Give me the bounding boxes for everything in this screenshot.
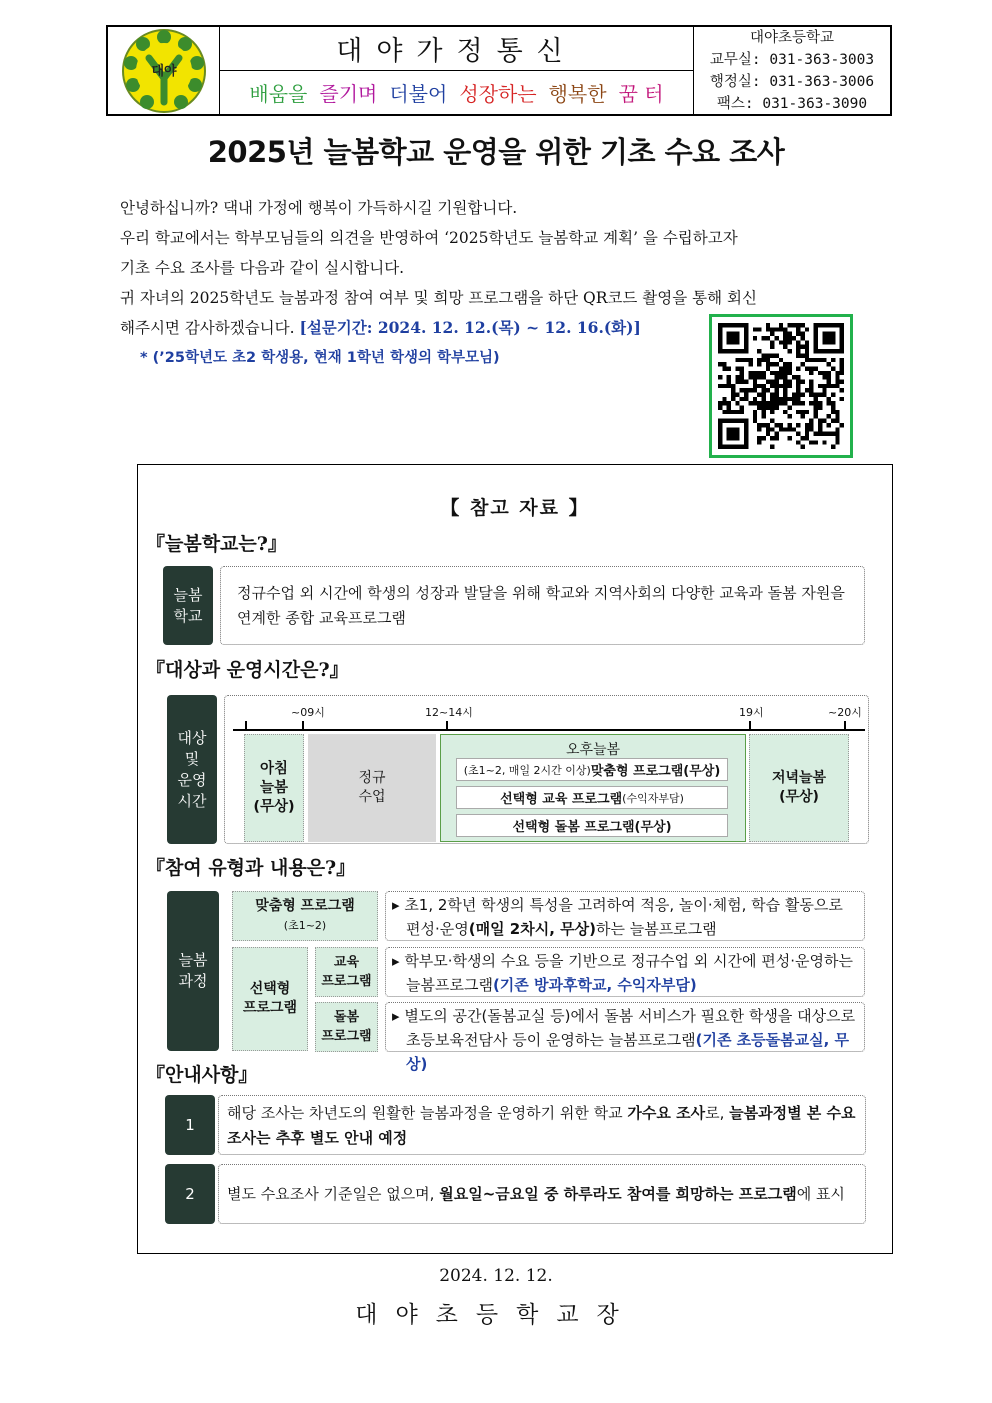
survey-period: [설문기간: 2024. 12. 12.(목) ~ 12. 16.(화)] [299,318,641,337]
newsletter-header [106,25,892,116]
school-motto [220,71,693,114]
motto-word: 꿈 터 [618,82,664,106]
survey-target: * (’25학년도 초2 학생용, 현재 1학년 학생의 학부모님) [140,350,500,366]
notice-2: 별도 수요조사 기준일은 없으며, 월요일~금요일 중 하루라도 참여를 희망하는 프로그램에 표시 [218,1164,866,1224]
intro-line: 우리 학교에서는 학부모님들의 의견을 반영하여 ‘2025학년도 늘봄학교 계획’ 을 수립하고자 [120,229,738,247]
admin-phone: 행정실: 031-363-3006 [709,73,875,90]
definition-box [220,566,865,645]
qr-code-icon [718,323,844,449]
morning-nulbom: 아침 늘봄 (무상) [244,734,304,842]
custom-program-desc: ▸ 초1, 2학년 학생의 특성을 고려하여 적응, 놀이·체험, 학습 활동으로 편성·운영(매일 2차시, 무상)하는 늘봄프로그램 [385,891,865,941]
motto-word: 더불어 [389,82,448,106]
section-heading-types: 『참여 유형과 내용은?』 [146,857,356,879]
custom-program-slot: (초1~2, 매일 2시간 이상) 맞춤형 프로그램(무상) [456,758,728,781]
tick-label: ~20시 [828,706,862,719]
fax-number: 팩스: 031-363-3090 [716,95,868,112]
afternoon-nulbom [440,734,746,842]
school-name: 대야초등학교 [749,29,835,46]
newsletter-title: 대야가정통신 [220,27,693,71]
intro-line: 안녕하십니까? 댁내 가정에 행복이 가득하시길 기원합니다. [120,199,518,217]
edu-program-label: 교육 프로그램 [315,947,378,997]
definition-text: 정규수업 외 시간에 학생의 성장과 발달을 위해 학교와 지역사회의 다양한 교육과 돌봄 자원을 연계한 종합 교육프로그램 [237,584,845,627]
motto-word: 배움을 [249,82,308,106]
tick-label: 12~14시 [425,706,473,719]
principal-signature: 대야초등학교장 [355,1302,637,1328]
select-care-program-slot: 선택형 돌봄 프로그램(무상) [456,814,728,837]
school-logo [108,27,220,114]
school-emblem-icon [121,28,207,114]
schedule-box [224,695,869,844]
issue-date: 2024. 12. 12. [439,1266,553,1286]
label-nulbom-school: 늘봄 학교 [163,566,213,645]
section-heading-what: 『늘봄학교는?』 [146,533,287,555]
evening-nulbom: 저녁늘봄 (무상) [749,734,849,842]
svg-text:대야: 대야 [150,63,177,79]
tick-label: 19시 [739,706,764,719]
notice-1: 해당 조사는 차년도의 원활한 늘봄과정을 운영하기 위한 학교 가수요 조사로, 늘봄과정별 본 수요조사는 추후 별도 안내 예정 [218,1095,866,1155]
care-program-label: 돌봄 프로그램 [315,1002,378,1052]
care-program-desc: ▸ 별도의 공간(돌봄교실 등)에서 돌봄 서비스가 필요한 학생을 대상으로 초등보육전담사 등이 운영하는 늘봄프로그램(기존 초등돌봄교실, 무상) [385,1002,865,1052]
section-heading-notice: 『안내사항』 [146,1064,258,1086]
intro-line: 기초 수요 조사를 다음과 같이 실시합니다. [120,259,405,277]
reference-box [137,464,893,1254]
intro-line: 해주시면 감사하겠습니다. [설문기간: 2024. 12. 12.(목) ~ 12. 16.(화)] [120,318,641,337]
regular-class: 정규 수업 [308,734,436,842]
school-contact [694,27,890,114]
motto-word: 즐기며 [319,82,378,106]
survey-qr-code[interactable] [709,314,853,458]
office-phone: 교무실: 031-363-3003 [709,51,875,68]
afternoon-title: 오후늘봄 [565,742,621,758]
intro-line: 귀 자녀의 2025학년도 늘봄과정 참여 여부 및 희망 프로그램을 하단 QR코드 촬영을 통해 회신 [120,289,757,307]
notice-number: 1 [165,1095,215,1155]
edu-program-desc: ▸ 학부모·학생의 수요 등을 기반으로 정규수업 외 시간에 편성·운영하는 늘봄프로그램(기존 방과후학교, 수익자부담) [385,947,865,997]
document-title: 2025년 늘봄학교 운영을 위한 기초 수요 조사 [207,135,785,169]
motto-word: 행복한 [548,82,607,106]
label-target-hours: 대상 및 운영 시간 [167,695,217,844]
tick-label: ~09시 [291,706,325,719]
select-edu-program-slot: 선택형 교육 프로그램 (수익자부담) [456,786,728,809]
reference-title: 【 참고 자료 】 [440,497,590,519]
notice-number: 2 [165,1164,215,1224]
motto-word: 성장하는 [459,82,537,106]
label-nulbom-course: 늘봄 과정 [167,891,219,1051]
custom-program-label: 맞춤형 프로그램 (초1~2) [232,891,378,941]
select-program-label: 선택형 프로그램 [232,947,308,1051]
section-heading-target-hours: 『대상과 운영시간은?』 [146,659,349,681]
